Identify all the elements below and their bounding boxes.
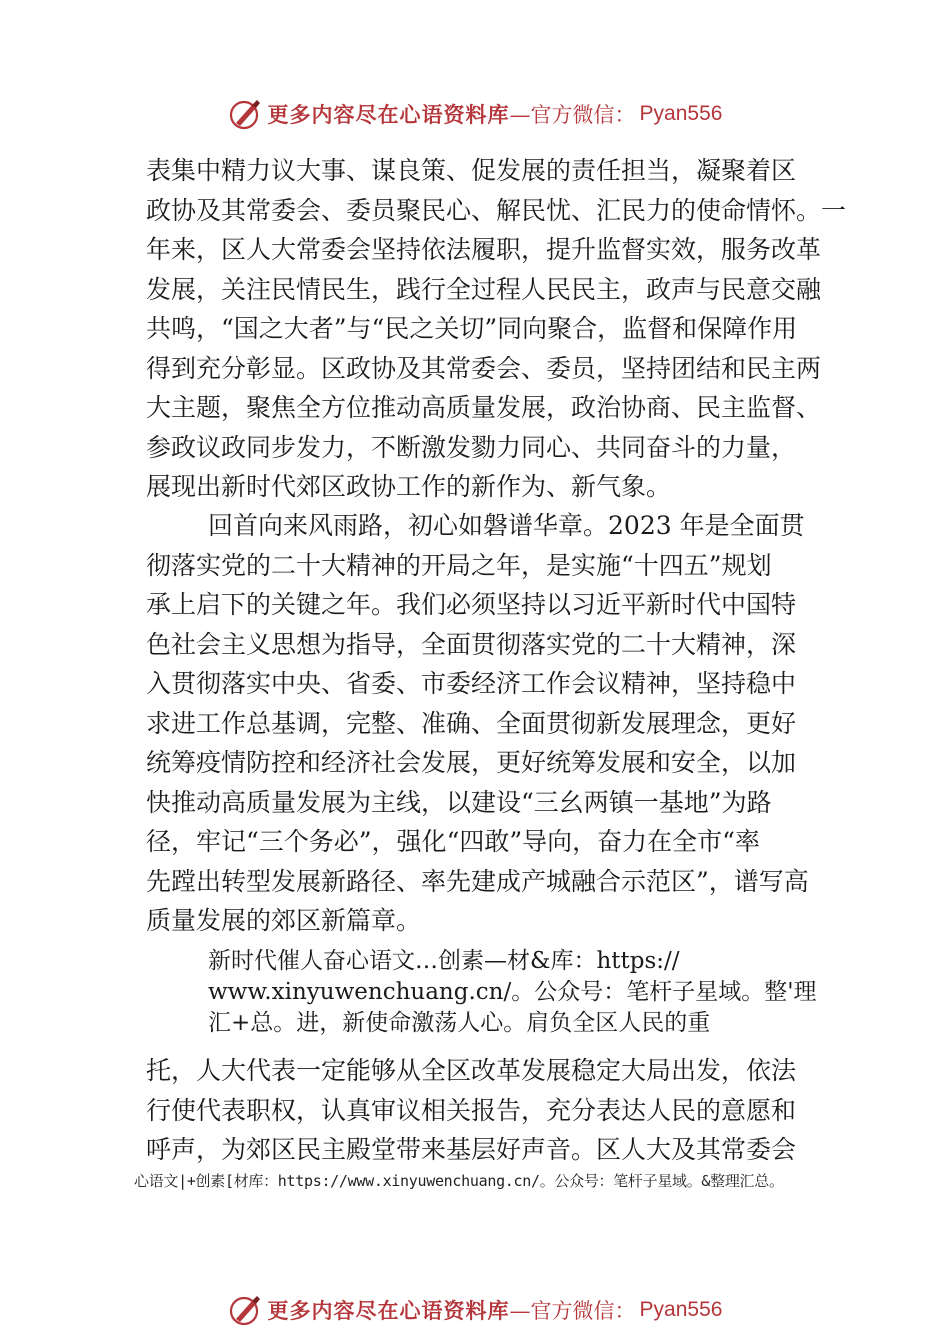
header-banner	[0, 94, 950, 134]
text-line: 大主题，聚焦全方位推动高质量发展，政治协商、民主监督、	[146, 393, 822, 422]
text-line: 先蹚出转型发展新路径、率先建成产城融合示范区”，谱写高	[146, 866, 809, 896]
text-line: 表集中精力议大事、谋良策、促发展的责任担当，凝聚着区	[146, 156, 797, 185]
promo-block	[208, 946, 817, 1039]
banner-handle: Pyan556	[639, 102, 723, 125]
text-line: 发展，关注民情民生，践行全过程人民民主，政声与民意交融	[146, 274, 822, 304]
paragraph-1	[146, 151, 847, 507]
text-line: 色社会主义思想为指导，全面贯彻落实党的二十大精神，深	[146, 629, 797, 659]
paragraph-3	[146, 1051, 826, 1170]
text-line: 得到充分彰显。区政协及其常委会、委员，坚持团结和民主两	[146, 353, 822, 383]
text-line: 入贯彻落实中央、省委、市委经济工作会议精神，坚持稳中	[146, 669, 797, 698]
footer-banner	[0, 1290, 950, 1330]
banner-brand-text: 更多内容尽在心语资料库	[267, 1298, 510, 1323]
banner-handle: Pyan556	[639, 1298, 723, 1321]
text-line: 求进工作总基调，完整、准确、全面贯彻新发展理念，更好	[146, 708, 797, 738]
footer-note: 心语文|+创素[材库：https://www.xinyuwenchuang.cn/。公众号：笔杆子星域。&整理汇总。	[134, 1172, 784, 1190]
text-line: 回首向来风雨路，初心如磐谱华章。2023 年是全面贯	[208, 511, 805, 540]
paragraph-2	[146, 506, 826, 941]
text-line: 质量发展的郊区新篇章。	[146, 906, 422, 935]
text-line: 统筹疫情防控和经济社会发展，更好统筹发展和安全，以加	[146, 748, 797, 777]
promo-line: www.xinyuwenchuang.cn/。公众号：笔杆子星域。整'理	[208, 979, 817, 1005]
promo-line: 汇+总。进，新使命激荡人心。肩负全区人民的重	[208, 1010, 711, 1036]
text-line: 托，人大代表一定能够从全区改革发展稳定大局出发，依法	[146, 1056, 797, 1085]
promo-line: 新时代催人奋心语文…创素—材&库：https://	[208, 948, 680, 974]
text-line: 参政议政同步发力，不断激发勠力同心、共同奋斗的力量，	[146, 432, 797, 462]
text-line: 政协及其常委会、委员聚民心、解民忧、汇民力的使命情怀。一	[146, 195, 847, 225]
pen-logo-icon	[228, 1293, 262, 1327]
text-line: 彻落实党的二十大精神的开局之年，是实施“十四五”规划	[146, 550, 772, 580]
banner-wechat-label: —官方微信：	[509, 103, 636, 127]
banner-brand-text: 更多内容尽在心语资料库	[267, 102, 510, 127]
text-line: 展现出新时代郊区政协工作的新作为、新气象。	[146, 472, 672, 501]
text-line: 承上启下的关键之年。我们必须坚持以习近平新时代中国特	[146, 590, 797, 619]
text-line: 行使代表职权，认真审议相关报告，充分表达人民的意愿和	[146, 1095, 797, 1125]
pen-logo-icon	[228, 97, 262, 131]
text-line: 共鸣，“国之大者”与“民之关切”同向聚合，监督和保障作用	[146, 314, 798, 343]
banner-wechat-label: —官方微信：	[509, 1299, 636, 1323]
text-line: 快推动高质量发展为主线，以建设“三幺两镇一基地”为路	[146, 787, 772, 817]
text-line: 径，牢记“三个务必”，强化“四敢”导向，奋力在全市“率	[146, 827, 760, 856]
text-line: 呼声，为郊区民主殿堂带来基层好声音。区人大及其常委会	[146, 1135, 797, 1164]
text-line: 年来，区人大常委会坚持依法履职，提升监督实效，服务改革	[146, 235, 822, 264]
